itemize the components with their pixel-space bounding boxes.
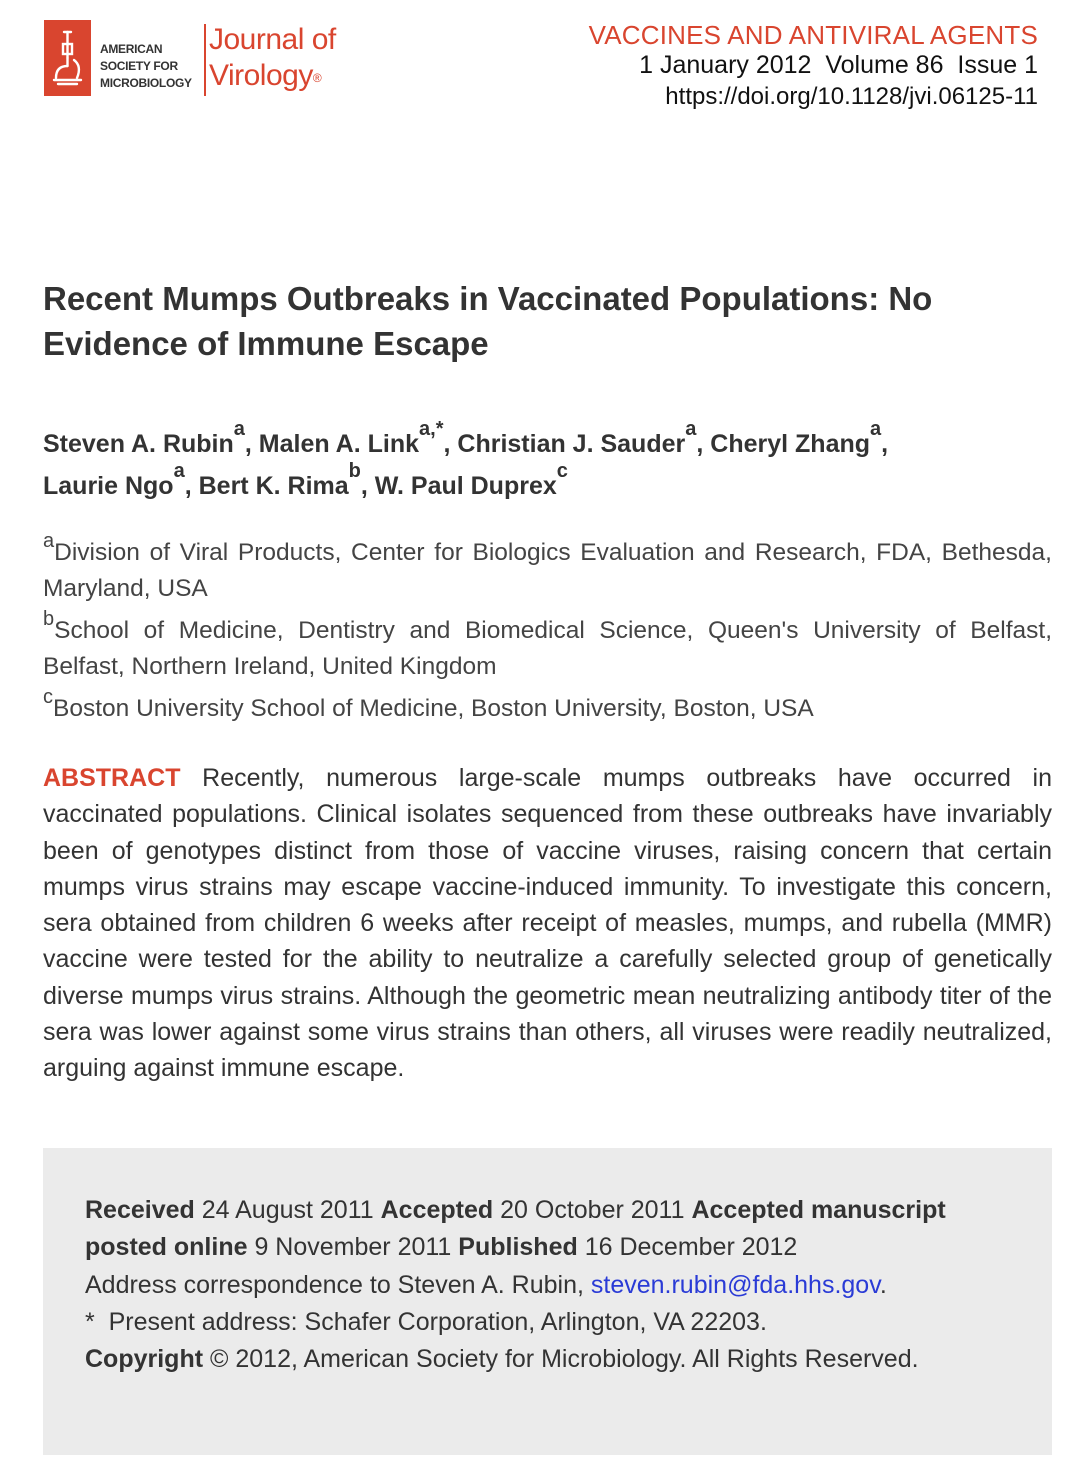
article-title: Recent Mumps Outbreaks in Vaccinated Populations: No Evidence of Immune Escape — [43, 280, 933, 362]
affiliation: $^c$Boston University School of Medicine, Boston University, Boston, USA — [43, 686, 814, 722]
abstract-text: Recently, numerous large-scale mumps outbreaks have occurred in vaccinated populations. Clinical isolates sequenced from these outbreaks have invariably been of genotypes distinct from those of vaccine viruses, raising concern that certain mumps virus strains may escape vaccine-induced immunity. To investigate this concern, sera obtained from children 6 weeks after receipt of measles, mumps, and rubella (MMR) vaccine were tested for the ability to neutralize a carefully selected group of genetically diverse mumps virus strains. Although the geometric mean neutralizing antibody titer of the sera was lower against some virus strains than others, all viruses were readily neutralized, arguing against immune escape. — [43, 764, 1053, 1083]
author[interactable]: Bert K. Rima$^b$ — [198, 460, 361, 500]
article-info-box — [43, 1148, 1052, 1455]
affiliation: $^a$Division of Viral Products, Center for Biologics Evaluation and Research, FDA, Bethesda, Maryland, USA — [43, 530, 1052, 602]
author[interactable]: Malen A. Link$^{a,*}$ — [258, 418, 444, 458]
author[interactable]: Cheryl Zhang$^a$ — [710, 418, 882, 458]
present-address: * Present address: Schafer Corporation, Arlington, VA 22203. — [85, 1307, 767, 1336]
article-meta — [589, 20, 1038, 112]
author[interactable]: W. Paul Duprex$^c$ — [374, 460, 568, 500]
author[interactable]: Christian J. Sauder$^a$ — [457, 418, 697, 458]
section-label: VACCINES AND ANTIVIRAL AGENTS — [588, 20, 1038, 50]
publication-dates: Received 24 August 2011 Accepted 20 October 2011 Accepted manuscript posted online 9 November 2011 Published 16 December 2012 — [85, 1196, 946, 1261]
author-list: Steven A. Rubin$^a$, Malen A. Link$^{a,*}$, Christian J. Sauder$^a$, Cheryl Zhang$^a$, Laurie Ngo$^a$, Bert K. Rima$^b$, W. Paul Duprex$^c$ — [43, 418, 889, 500]
journal-name: Journal of Virology® — [209, 23, 336, 92]
abstract-label: ABSTRACT — [43, 764, 181, 792]
page-header — [0, 0, 1082, 130]
affiliations — [43, 530, 1052, 733]
author[interactable]: Laurie Ngo$^a$ — [43, 460, 185, 500]
doi-link[interactable]: https://doi.org/10.1128/jvi.06125-11 — [665, 83, 1038, 110]
logo-divider — [204, 24, 206, 96]
copyright: Copyright © 2012, American Society for Microbiology. All Rights Reserved. — [85, 1345, 919, 1373]
abstract — [43, 760, 1052, 1087]
affiliation: $^b$School of Medicine, Dentistry and Biomedical Science, Queen's University of Belfast, Belfast, Northern Ireland, United Kingdom — [43, 608, 1052, 680]
microscope-logo-icon — [44, 20, 91, 96]
society-name: AMERICAN SOCIETY FOR MICROBIOLOGY — [100, 42, 192, 90]
issue-info: 1 January 2012 Volume 86 Issue 1 — [639, 51, 1038, 79]
journal-logo[interactable] — [44, 20, 344, 98]
correspondence: Address correspondence to Steven A. Rubin, steven.rubin@fda.hhs.gov. — [85, 1271, 887, 1299]
email-link[interactable]: steven.rubin@fda.hhs.gov — [590, 1271, 880, 1299]
author[interactable]: Steven A. Rubin$^a$ — [43, 418, 245, 458]
